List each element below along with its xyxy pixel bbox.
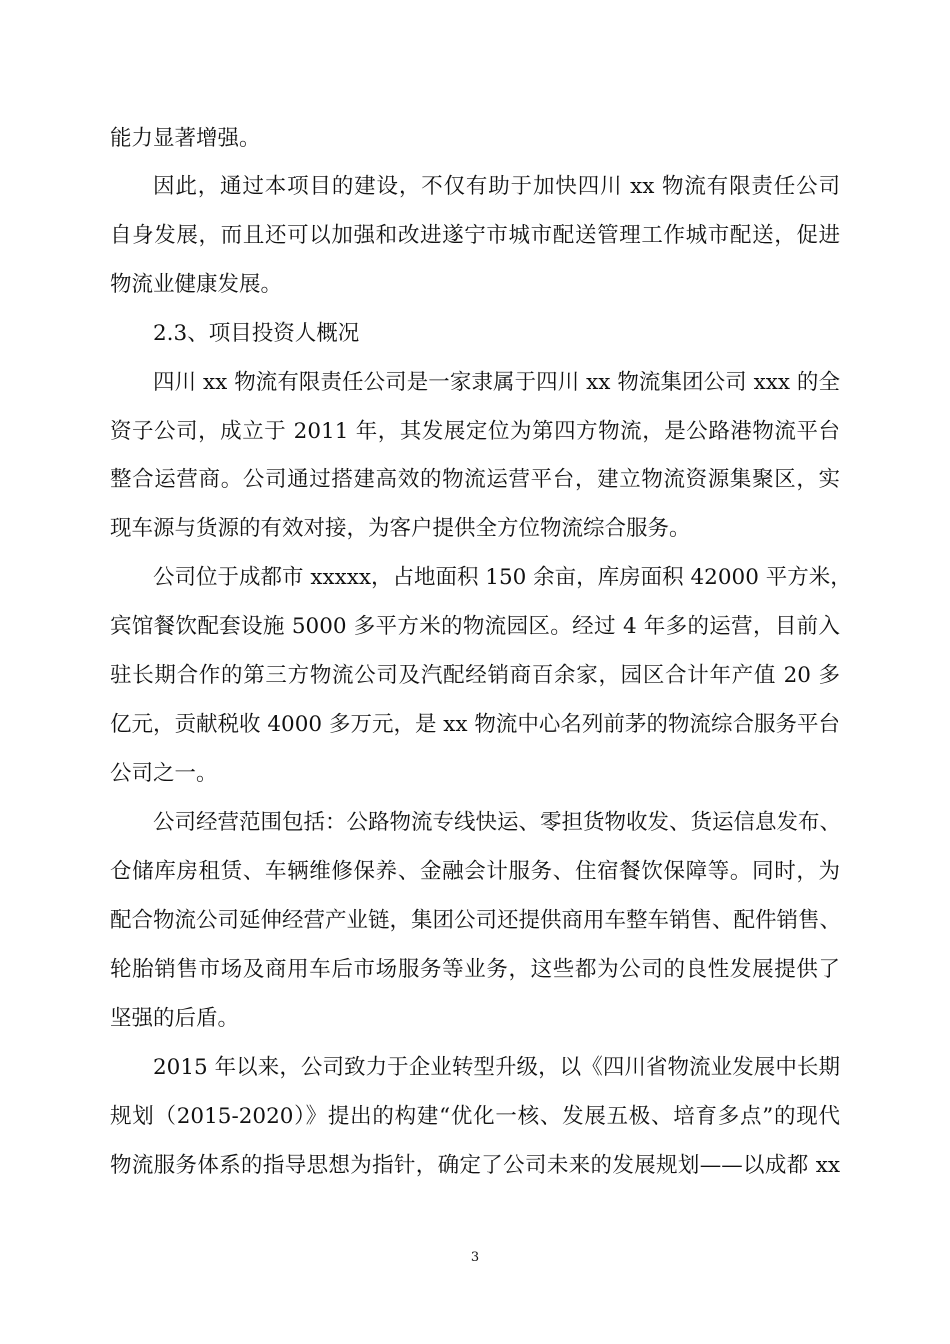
page-number: 3 xyxy=(470,1250,480,1265)
body-text-line: 规划（2015-2020）》提出的构建“优化一核、发展五极、培育多点”的现代 xyxy=(110,1104,840,1129)
body-text-line: 公司位于成都市 xxxxx，占地面积 150 余亩，库房面积 42000 平方米， xyxy=(153,565,852,590)
body-text-line: 自身发展，而且还可以加强和改进遂宁市城市配送管理工作城市配送，促进 xyxy=(110,223,840,248)
body-text-line: 四川 xx 物流有限责任公司是一家隶属于四川 xx 物流集团公司 xxx 的全 xyxy=(153,370,840,395)
body-text-line: 整合运营商。公司通过搭建高效的物流运营平台，建立物流资源集聚区，实 xyxy=(110,467,840,492)
body-text-line: 能力显著增强。 xyxy=(110,126,261,151)
body-text-line: 轮胎销售市场及商用车后市场服务等业务，这些都为公司的良性发展提供了 xyxy=(110,957,840,982)
body-text-line: 物流服务体系的指导思想为指针，确定了公司未来的发展规划——以成都 xx xyxy=(110,1153,840,1178)
body-text-line: 配合物流公司延伸经营产业链，集团公司还提供商用车整车销售、配件销售、 xyxy=(110,908,842,933)
body-text-line: 资子公司，成立于 2011 年，其发展定位为第四方物流，是公路港物流平台 xyxy=(110,419,840,444)
body-text-line: 现车源与货源的有效对接，为客户提供全方位物流综合服务。 xyxy=(110,516,691,541)
body-text-line: 亿元，贡献税收 4000 多万元，是 xx 物流中心名列前茅的物流综合服务平台 xyxy=(110,712,840,737)
body-text-line: 因此，通过本项目的建设，不仅有助于加快四川 xx 物流有限责任公司 xyxy=(153,174,840,199)
body-text-line: 仓储库房租赁、车辆维修保养、金融会计服务、住宿餐饮保障等。同时，为 xyxy=(110,859,840,884)
body-text-line: 驻长期合作的第三方物流公司及汽配经销商百余家，园区合计年产值 20 多 xyxy=(110,663,840,688)
body-text-line: 公司经营范围包括：公路物流专线快运、零担货物收发、货运信息发布、 xyxy=(153,810,842,835)
body-text-line: 公司之一。 xyxy=(110,761,218,786)
body-text-line: 坚强的后盾。 xyxy=(110,1006,240,1031)
section-heading: 2.3、项目投资人概况 xyxy=(153,321,360,346)
body-text-line: 物流业健康发展。 xyxy=(110,272,283,297)
body-text-line: 2015 年以来，公司致力于企业转型升级，以《四川省物流业发展中长期 xyxy=(153,1055,840,1080)
body-text-line: 宾馆餐饮配套设施 5000 多平方米的物流园区。经过 4 年多的运营，目前入 xyxy=(110,614,840,639)
